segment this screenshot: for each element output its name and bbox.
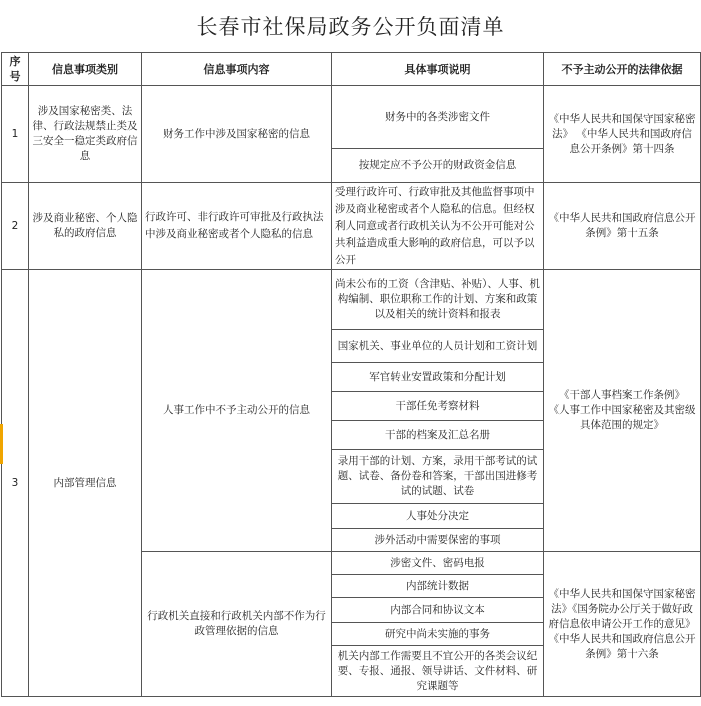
- row-item: 军官转业安置政策和分配计划: [332, 363, 544, 392]
- row-item: 按规定应不予公开的财政资金信息: [332, 149, 544, 183]
- row-item: 涉密文件、密码电报: [332, 552, 544, 575]
- row-item: 尚未公布的工资（含津贴、补贴）、人事、机构编制、职位职称工作的计划、方案和政策以及相关的统计资料和报表: [332, 270, 544, 330]
- row-number: 2: [2, 183, 29, 270]
- row-basis: 《中华人民共和国保守国家秘密法》 《中华人民共和国政府信息公开条例》第十四条: [544, 86, 701, 183]
- row-item: 干部的档案及汇总名册: [332, 421, 544, 450]
- row-basis: 《中华人民共和国保守国家秘密法》《国务院办公厅关于做好政府信息依申请公开工作的意见》 《中华人民共和国政府信息公开条例》第十六条: [544, 552, 701, 697]
- page-title: 长春市社保局政务公开负面清单: [196, 15, 505, 39]
- negative-list-table: [1, 52, 701, 697]
- row-category: 内部管理信息: [29, 270, 142, 697]
- row-category: 涉及商业秘密、个人隐私的政府信息: [29, 183, 142, 270]
- row-item: 人事处分决定: [332, 504, 544, 529]
- header-row: [2, 53, 701, 86]
- table-row: [2, 86, 701, 149]
- row-item: 干部任免考察材料: [332, 392, 544, 421]
- table-row: [2, 183, 701, 270]
- row-item: 研究中尚未实施的事务: [332, 623, 544, 646]
- header-category: 信息事项类别: [29, 53, 142, 86]
- row-item: 机关内部工作需要且不宜公开的各类会议纪要、专报、通报、领导讲话、文件材料、研究课题等: [332, 646, 544, 697]
- row-category: 涉及国家秘密类、法律、行政法规禁止类及三安全一稳定类政府信息: [29, 86, 142, 183]
- row-content: 人事工作中不予主动公开的信息: [142, 270, 332, 552]
- row-item: 内部统计数据: [332, 575, 544, 598]
- row-item: 国家机关、事业单位的人员计划和工资计划: [332, 330, 544, 363]
- row-content: 财务工作中涉及国家秘密的信息: [142, 86, 332, 183]
- row-item: 内部合同和协议文本: [332, 598, 544, 623]
- row-content: 行政机关直接和行政机关内部不作为行政管理依据的信息: [142, 552, 332, 697]
- row-content: 行政许可、非行政许可审批及行政执法中涉及商业秘密或者个人隐私的信息: [142, 183, 332, 270]
- row-item: 受理行政许可、行政审批及其他监督事项中涉及商业秘密或者个人隐私的信息。但经权利人同意或者行政机关认为不公开可能对公共利益造成重大影响的政府信息，可以予以公开: [332, 183, 544, 270]
- header-no: 序号: [2, 53, 29, 86]
- row-item: 财务中的各类涉密文件: [332, 86, 544, 149]
- side-marker: [0, 424, 3, 464]
- row-basis: 《干部人事档案工作条例》 《人事工作中国家秘密及其密级具体范围的规定》: [544, 270, 701, 552]
- header-content: 信息事项内容: [142, 53, 332, 86]
- row-item: 涉外活动中需要保密的事项: [332, 529, 544, 552]
- row-number: 1: [2, 86, 29, 183]
- row-basis: 《中华人民共和国政府信息公开条例》第十五条: [544, 183, 701, 270]
- table-row: [2, 270, 701, 330]
- header-basis: 不予主动公开的法律依据: [544, 53, 701, 86]
- row-item: 录用干部的计划、方案，录用干部考试的试题、试卷、备份卷和答案，干部出国进修考试的试题、试卷: [332, 450, 544, 504]
- header-items: 具体事项说明: [332, 53, 544, 86]
- row-number: 3: [2, 270, 29, 697]
